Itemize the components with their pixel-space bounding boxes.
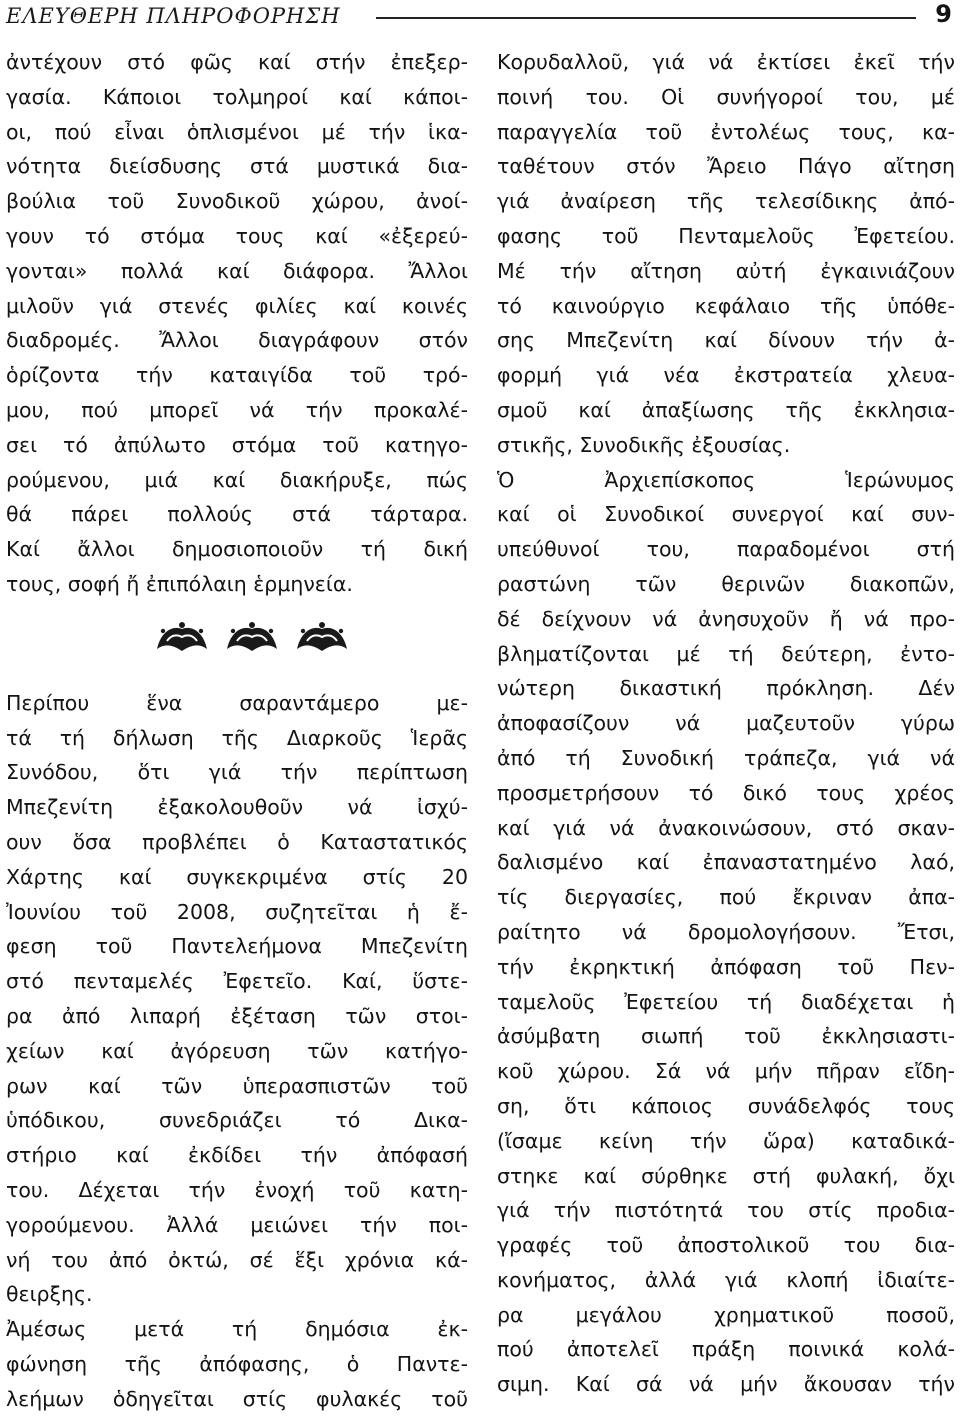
text-line: βούλια τοῦ Συνοδικοῦ χώρου, ἀνοί- — [6, 189, 468, 214]
text-line: οι, πού εἶναι ὁπλισμένοι μέ τήν ἱκα- — [6, 119, 468, 144]
text-line: φασης τοῦ Πενταμελοῦς Ἐφετείου. — [497, 223, 955, 248]
text-line: Ὁ Ἀρχιεπίσκοπος Ἱερώνυμος — [497, 467, 955, 492]
text-line: δαλισμένο καί ἐπαναστατημένο λαό, — [497, 850, 955, 875]
text-line: δέ δείχνουν νά ἀνησυχοῦν ἤ νά προ- — [497, 606, 955, 631]
text-line: φορμή γιά νέα ἐκστρατεία χλευα- — [497, 363, 955, 388]
page-number: 9 — [935, 0, 952, 28]
right-paragraph-2 — [497, 463, 955, 1403]
text-line: ρα ἀπό λιπαρή ἐξέταση τῶν στοι- — [6, 1003, 468, 1028]
page-header — [6, 0, 956, 36]
text-line: Χάρτης καί συγκεκριμένα στίς 20 — [6, 864, 468, 889]
text-line: τά τή δήλωση τῆς Διαρκοῦς Ἱερᾶς — [6, 725, 468, 750]
text-line: Περίπου ἕνα σαραντάμερο με- — [6, 690, 468, 715]
right-column — [497, 45, 955, 1402]
text-line: παραγγελία τοῦ ἐντολέως τους, κα- — [497, 119, 955, 144]
text-line: Ἀμέσως μετά τή δημόσια ἐκ- — [6, 1317, 468, 1342]
text-line: Συνόδου, ὅτι γιά τήν περίπτωση — [6, 760, 468, 785]
text-line: γιά ἀναίρεση τῆς τελεσίδικης ἀπό- — [497, 189, 955, 214]
text-line: Μπεζενίτη ἐξακολουθοῦν νά ἰσχύ- — [6, 795, 468, 820]
left-paragraph-3 — [6, 1312, 468, 1416]
text-line: ποινή του. Οἱ συνήγοροί του, μέ — [497, 84, 955, 109]
header-rule — [376, 17, 916, 19]
left-column — [6, 45, 468, 1416]
text-line: ἀσύμβατη σιωπή τοῦ ἐκκλησιαστι- — [497, 1024, 955, 1049]
text-line: ρων καί τῶν ὑπερασπιστῶν τοῦ — [6, 1073, 468, 1098]
text-line: σει τό ἀπύλωτο στόμα τοῦ κατηγο- — [6, 432, 468, 457]
text-line: διαδρομές. Ἄλλοι διαγράφουν στόν — [6, 328, 468, 353]
text-line: του. Δέχεται τήν ἐνοχή τοῦ κατη- — [6, 1177, 468, 1202]
text-line: ταθέτουν στόν Ἄρειο Πάγο αἴτηση — [497, 154, 955, 179]
floral-ornament-icon — [223, 619, 281, 657]
text-line: Κορυδαλλοῦ, γιά νά ἐκτίσει ἐκεῖ τήν — [497, 50, 955, 74]
text-line: ρούμενου, μιά καί διακήρυξε, πώς — [6, 467, 468, 492]
text-line: ταμελοῦς Ἐφετείου τή διαδέχεται ἡ — [497, 989, 955, 1014]
floral-ornament-icon — [153, 619, 211, 657]
text-line: πού ἀποτελεῖ πράξη ποινικά κολά- — [497, 1337, 955, 1362]
text-line: ὁρίζοντα τήν καταιγίδα τοῦ τρό- — [6, 363, 468, 388]
text-line: μου, πού μπορεῖ νά τήν προκαλέ- — [6, 397, 468, 422]
floral-ornament-icon — [293, 619, 351, 657]
text-line: υπεύθυνοί του, παραδομένοι στή — [497, 537, 955, 562]
text-line: φώνηση τῆς ἀπόφασης, ὁ Παντε- — [6, 1351, 468, 1376]
section-ornament — [6, 608, 468, 668]
text-line: χείων καί ἀγόρευση τῶν κατήγο- — [6, 1038, 468, 1063]
text-line: τό καινούργιο κεφάλαιο τῆς ὑπόθε- — [497, 293, 955, 318]
text-line: ρα μεγάλου χρηματικοῦ ποσοῦ, — [497, 1302, 955, 1327]
text-line: ραίτητο νά δρομολογήσουν. Ἔτσι, — [497, 919, 955, 944]
text-line: ὑπόδικου, συνεδριάζει τό Δικα- — [6, 1108, 468, 1133]
text-line: θά πάρει πολλούς στά τάρταρα. — [6, 502, 468, 527]
text-line: ἀποφασίζουν νά μαζευτοῦν γύρω — [497, 711, 955, 736]
text-line: λεήμων ὁδηγεῖται στίς φυλακές τοῦ — [6, 1386, 468, 1411]
text-line: Ἰουνίου τοῦ 2008, συζητεῖται ἡ ἔ- — [6, 899, 468, 924]
text-line: σης Μπεζενίτη καί δίνουν τήν ἀ- — [497, 328, 955, 353]
text-line: βληματίζονται μέ τή δεύτερη, ἐντο- — [497, 641, 955, 666]
text-line: γασία. Κάποιοι τολμηροί καί κάποι- — [6, 84, 468, 109]
left-paragraph-2 — [6, 686, 468, 1312]
text-line: γονται» πολλά καί διάφορα. Ἄλλοι — [6, 258, 468, 283]
right-paragraph-1 — [497, 45, 955, 463]
text-line: Μέ τήν αἴτηση αὐτή ἐγκαινιάζουν — [497, 258, 955, 283]
text-line: ἀντέχουν στό φῶς καί στήν ἐπεξερ- — [6, 50, 468, 74]
text-line: τίς διεργασίες, πού ἔκριναν ἀπα- — [497, 885, 955, 910]
text-line: φεση τοῦ Παντελεήμονα Μπεζενίτη — [6, 934, 468, 959]
text-line: θειρξης. — [6, 1282, 93, 1307]
left-paragraph-1 — [6, 45, 468, 602]
text-line: γιά τήν πιστότητά του στίς προδια- — [497, 1198, 955, 1223]
text-line: γραφές τοῦ ἀποστολικοῦ του δια- — [497, 1233, 955, 1258]
text-line: νή του ἀπό ὀκτώ, σέ ἕξι χρόνια κά- — [6, 1247, 468, 1272]
text-line: νώτερη δικαστική πρόκληση. Δέν — [497, 676, 955, 701]
text-line: στό πενταμελές Ἐφετεῖο. Καί, ὕστε- — [6, 969, 468, 994]
text-line: στικῆς, Συνοδικῆς ἐξουσίας. — [497, 432, 791, 457]
text-line: ραστώνη τῶν θερινῶν διακοπῶν, — [497, 571, 955, 596]
text-line: ἀπό τή Συνοδική τράπεζα, γιά νά — [497, 745, 955, 770]
text-line: (ἴσαμε κείνη τήν ὥρα) καταδικά- — [497, 1128, 955, 1153]
text-line: στηκε καί σύρθηκε στή φυλακή, ὄχι — [497, 1163, 955, 1188]
text-line: ση, ὅτι κάποιος συνάδελφός τους — [497, 1093, 955, 1118]
text-line: Καί ἄλλοι δημοσιοποιοῦν τή δική — [6, 537, 468, 562]
text-line: γουν τό στόμα τους καί «ἐξερεύ- — [6, 223, 468, 248]
text-line: καί οἱ Συνοδικοί συνεργοί καί συν- — [497, 502, 955, 527]
text-line: κοῦ χώρου. Σά νά μήν πῆραν εἴδη- — [497, 1059, 955, 1084]
text-line: τήν ἐκρηκτική ἀπόφαση τοῦ Πεν- — [497, 954, 955, 979]
text-line: προσμετρήσουν τό δικό τους χρέος — [497, 780, 955, 805]
text-line: σμοῦ καί ἀπαξίωσης τῆς ἐκκλησια- — [497, 397, 955, 422]
text-line: νότητα διείσδυσης στά μυστικά δια- — [6, 154, 468, 179]
publication-title: ΕΛΕΥΘΕΡΗ ΠΛΗΡΟΦΟΡΗΣΗ — [6, 4, 341, 28]
text-line: στήριο καί ἐκδίδει τήν ἀπόφασή — [6, 1143, 468, 1168]
text-line: τους, σοφή ἤ ἐπιπόλαιη ἑρμηνεία. — [6, 571, 353, 596]
text-line: καί γιά νά ἀνακοινώσουν, στό σκαν- — [497, 815, 955, 840]
text-line: ουν ὅσα προβλέπει ὁ Καταστατικός — [6, 829, 468, 854]
text-line: κονήματος, ἀλλά γιά κλοπή ἰδιαίτε- — [497, 1267, 955, 1292]
text-line: σιμη. Καί σά νά μήν ἄκουσαν τήν — [497, 1372, 955, 1397]
text-line: γορούμενου. Ἀλλά μειώνει τήν ποι- — [6, 1212, 468, 1237]
text-line: μιλοῦν γιά στενές φιλίες καί κοινές — [6, 293, 468, 318]
